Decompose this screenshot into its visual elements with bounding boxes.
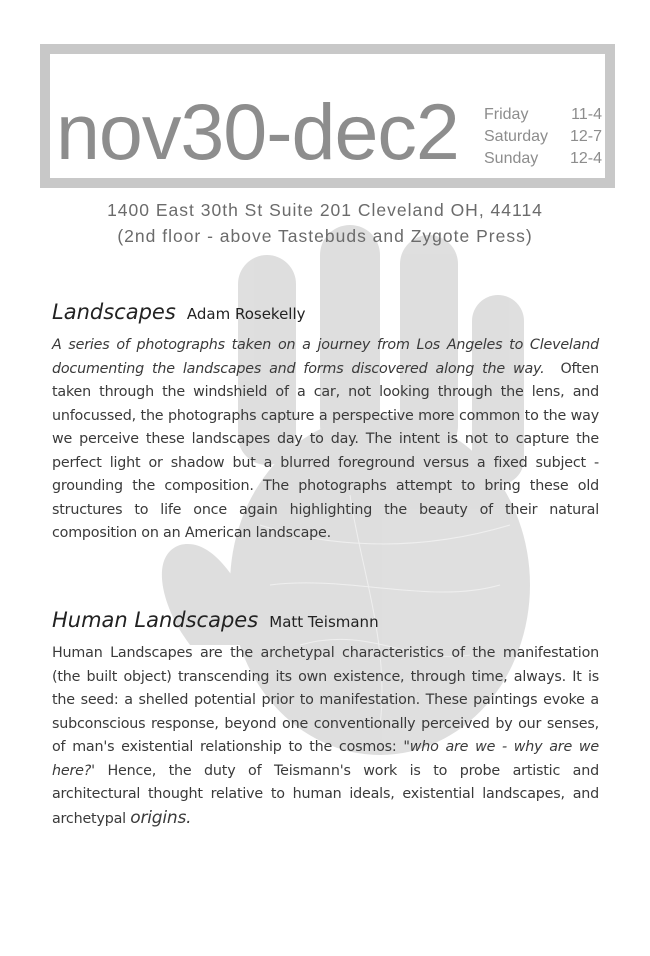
section-description (52, 334, 599, 546)
section-description (52, 642, 599, 831)
hours-time: 11-4 (571, 106, 602, 123)
hours-time: 12-4 (569, 150, 602, 167)
hours-row-sunday (484, 148, 602, 170)
section-body-end: Hence, the duty of Teismann's work is to probe artistic and architectural thought relative to human ideals, existential landscapes, and archetypal (52, 762, 599, 827)
section-quote: "who are we - why are we here?' (52, 739, 599, 779)
section-last-word: origins. (130, 807, 192, 828)
hours-row-friday (484, 104, 602, 126)
hours-day: Friday (484, 106, 529, 123)
section-intro: A series of photographs taken on a journey from Los Angeles to Cleveland documenting the landscapes and forms discovered along the way. (52, 337, 599, 377)
section-body: Often taken through the windshield of a car, not looking through the lens, and unfocussed, the photographs capture a perspective more common to the way we perceive these landscapes day to day. The intent is not to capture the perfect light or shadow but a blurred foreground versus a fixed subject - grounding the composition. The photographs attempt to bring these old structures to life once again highlighting the beauty of their natural composition on an American landscape. (52, 360, 599, 541)
address-line-2: (2nd floor - above Tastebuds and Zygote Press) (117, 226, 533, 246)
opening-hours (484, 104, 602, 170)
hours-day: Sunday (484, 150, 539, 167)
section-title: Human Landscapes (52, 608, 259, 632)
hours-time: 12-7 (569, 128, 602, 145)
address-line-1: 1400 East 30th St Suite 201 Cleveland OH, 44114 (107, 200, 543, 220)
section-heading (52, 608, 599, 640)
section-title: Landscapes (52, 300, 176, 324)
hours-day: Saturday (484, 128, 549, 145)
section-body-start: Human Landscapes are the archetypal characteristics of the manifestation (the built object) transcending its own existence, through time, always. It is the seed: a shelled potential prior to manifestation. These paintings evoke a subconscious response, beyond one conventionally perceived by our senses, of man's existential relationship to the cosmos: (52, 645, 599, 755)
section-artist: Matt Teismann (269, 613, 379, 631)
section-human-landscapes (52, 608, 599, 831)
section-artist: Adam Rosekelly (186, 305, 306, 323)
section-landscapes (52, 300, 599, 546)
hours-row-saturday (484, 126, 602, 148)
section-heading (52, 300, 599, 332)
event-dates: nov30-dec2 (56, 87, 459, 176)
